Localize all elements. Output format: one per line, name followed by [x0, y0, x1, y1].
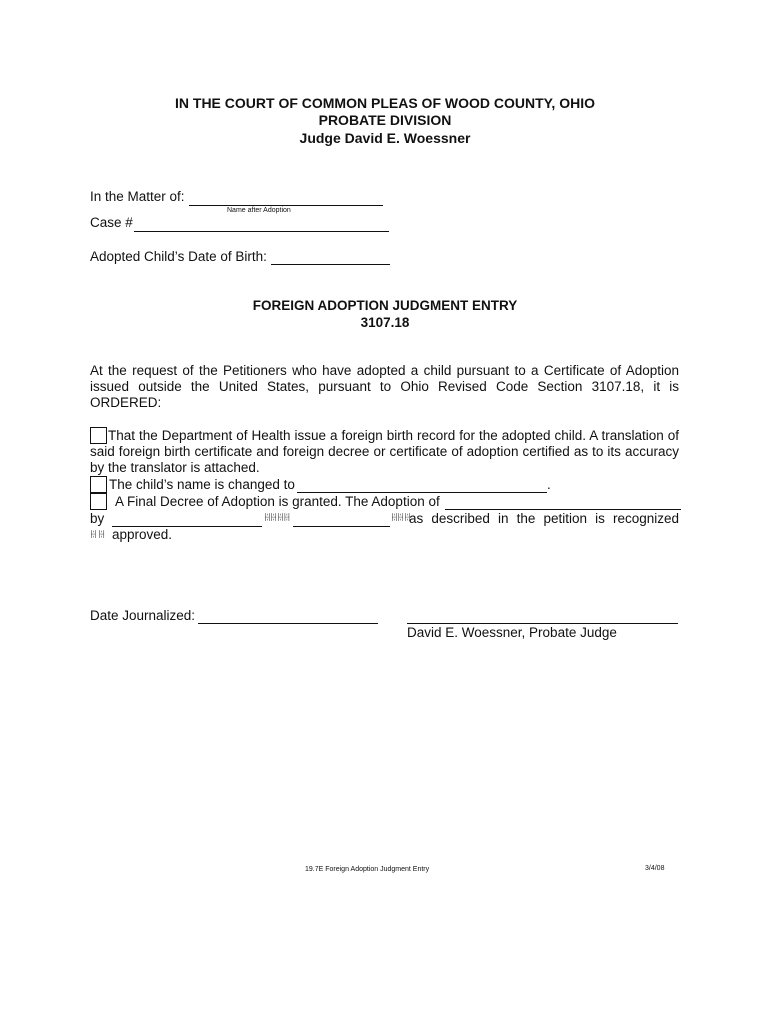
matter-hint: Name after Adoption: [227, 207, 291, 214]
case-field[interactable]: [134, 231, 389, 232]
option-3-by: by: [90, 511, 105, 526]
option-3-garble-2: ꀍꀍꀍ: [391, 513, 411, 523]
option-3-garble-3: ꀍ ꀍ: [90, 530, 106, 540]
option-2-checkbox[interactable]: [90, 476, 107, 493]
adoption-of-field[interactable]: [445, 509, 681, 510]
date-journalized-label: Date Journalized:: [90, 608, 196, 623]
option-3-approved: approved.: [112, 527, 173, 542]
option-1-line-1: That the Department of Health issue a foreign birth record for the adopted child. A translation of: [108, 428, 679, 443]
dob-label: Adopted Child’s Date of Birth:: [90, 249, 267, 264]
form-name: 19.7E Foreign Adoption Judgment Entry: [305, 866, 430, 873]
matter-label: In the Matter of:: [90, 189, 185, 204]
judge-signature-name: David E. Woessner, Probate Judge: [407, 625, 617, 640]
option-2-text: The child’s name is changed to: [109, 477, 295, 492]
judge-title: Judge David E. Woessner: [299, 130, 471, 146]
division-title: PROBATE DIVISION: [318, 112, 452, 128]
judge-signature-line[interactable]: [407, 623, 678, 624]
dob-field[interactable]: [271, 264, 390, 265]
option-1-line-2: said foreign birth certificate and foreign decree or certificate of adoption certified as to its accuracy: [90, 444, 679, 459]
option-3-checkbox[interactable]: [90, 493, 107, 510]
new-name-field[interactable]: [297, 492, 547, 493]
form-date: 3/4/08: [645, 865, 665, 872]
option-3-text: A Final Decree of Adoption is granted. The Adoption of: [115, 494, 440, 509]
case-label: Case #: [90, 215, 133, 230]
intro-line-3: ORDERED:: [90, 395, 162, 410]
court-title: IN THE COURT OF COMMON PLEAS OF WOOD COUNTY, OHIO: [175, 95, 595, 111]
entry-title: FOREIGN ADOPTION JUDGMENT ENTRY: [252, 298, 518, 313]
option-3-rest: as described in the petition is recognized: [409, 511, 679, 526]
date-journalized-field[interactable]: [198, 623, 378, 624]
matter-field[interactable]: [189, 205, 383, 206]
intro-line-2: issued outside the United States, pursuant to Ohio Revised Code Section 3107.18, it is: [90, 379, 679, 394]
entry-statute: 3107.18: [360, 315, 410, 330]
option-1-checkbox[interactable]: [90, 427, 107, 444]
intro-line-1: At the request of the Petitioners who have adopted a child pursuant to a Certificate of Adoption: [90, 363, 679, 378]
option-1-line-3: by the translator is attached.: [90, 460, 260, 475]
option-3-garble-1: ꀍꀍꀍꀍ: [264, 513, 291, 523]
adopted-by-field-2[interactable]: [293, 526, 390, 527]
option-2-period: .: [547, 477, 551, 492]
